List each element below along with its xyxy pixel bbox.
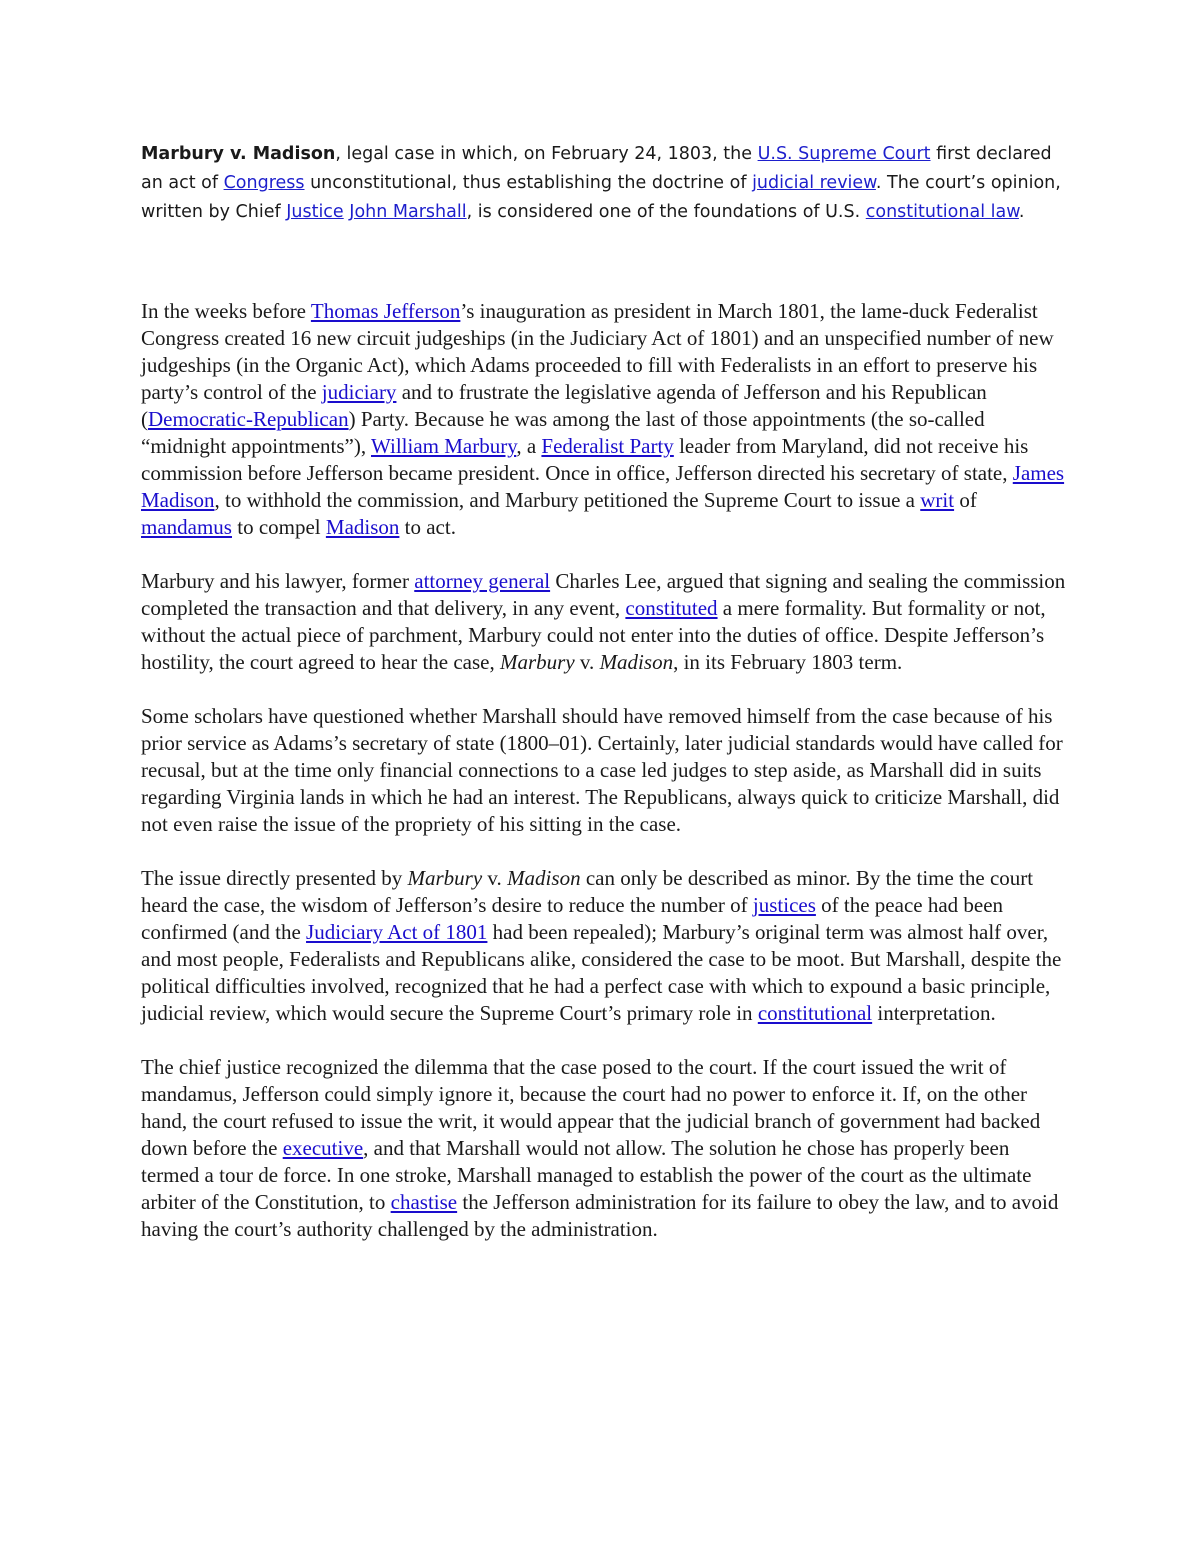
text-run: ) Party. Because he was among the last of those appointments (the so-called “midnight appointments”), bbox=[141, 407, 985, 458]
text-run: leader from Maryland, did not receive his commission before Jefferson became president. Once in office, Jefferson directed his secretary of state, bbox=[141, 434, 1029, 485]
case-name-italic: Madison bbox=[599, 650, 674, 674]
article-body bbox=[141, 298, 1071, 1270]
text-run: Marbury and his lawyer, former bbox=[141, 569, 415, 593]
link-constitutional-law[interactable]: constitutional law bbox=[865, 202, 1019, 222]
text-run: unconstitutional, thus establishing the doctrine of bbox=[304, 173, 753, 193]
text-run: and to frustrate the legislative agenda of Jefferson and his Republican ( bbox=[141, 380, 987, 431]
text-run: The issue directly presented by bbox=[141, 866, 408, 890]
text-run: , a bbox=[516, 434, 542, 458]
case-name-italic: Marbury bbox=[500, 650, 575, 674]
link-justice[interactable]: Justice bbox=[286, 202, 344, 222]
text-run: the Jefferson administration for its failure to obey the law, and to avoid having the court’s authority challenged by the administration. bbox=[141, 1190, 1059, 1241]
text-run: of bbox=[954, 488, 977, 512]
text-run: to compel bbox=[231, 515, 326, 539]
link-judiciary[interactable]: judiciary bbox=[321, 380, 397, 404]
text-run: . bbox=[1018, 202, 1025, 222]
link-william-marbury[interactable]: William Marbury bbox=[371, 434, 517, 458]
paragraph-3 bbox=[141, 703, 1071, 838]
text-run: . The court’s opinion, written by Chief bbox=[141, 173, 1061, 222]
link-congress[interactable]: Congress bbox=[223, 173, 305, 193]
text-run: , legal case in which, on February 24, 1803, the bbox=[335, 144, 758, 164]
text-run: ’s inauguration as president in March 1801, the lame-duck Federalist Congress created 16 new circuit judgeships (in the Judiciary Act of 1801) and an unspecified number of new judgeships (in the Organic Act), which Adams proceeded to fill with Federalists in an effort to preserve his party’s control of the bbox=[141, 299, 1054, 404]
link-democratic-republican[interactable]: Democratic-Republican bbox=[148, 407, 349, 431]
link-chastise[interactable]: chastise bbox=[390, 1190, 458, 1214]
text-run: had been repealed); Marbury’s original term was almost half over, and most people, Federalists and Republicans alike, considered the case to be moot. But Marshall, despite the political difficulties involved, recognized that he had a perfect case with which to expound a basic principle, judicial review, which would secure the Supreme Court’s primary role in bbox=[141, 920, 1062, 1025]
paragraph-1 bbox=[141, 298, 1071, 541]
link-constituted[interactable]: constituted bbox=[625, 596, 718, 620]
link-judicial-review[interactable]: judicial review bbox=[752, 173, 876, 193]
text-run: v. bbox=[482, 866, 508, 890]
text-run: , and that Marshall would not allow. The solution he chose has properly been termed a tour de force. In one stroke, Marshall managed to establish the power of the court as the ultimate arbiter of the Constitution, to bbox=[141, 1136, 1032, 1214]
link-madison[interactable]: Madison bbox=[325, 515, 400, 539]
text-run: In the weeks before bbox=[141, 299, 311, 323]
text-run: , to withhold the commission, and Marbury petitioned the Supreme Court to issue a bbox=[214, 488, 921, 512]
text-run: , is considered one of the foundations of U.S. bbox=[466, 202, 866, 222]
text-run: The chief justice recognized the dilemma that the case posed to the court. If the court issued the writ of mandamus, Jefferson could simply ignore it, because the court had no power to enforce it. If, on the other hand, the court refused to issue the writ, it would appear that the judicial branch of government had backed down before the bbox=[141, 1055, 1041, 1160]
text-run: interpretation. bbox=[872, 1001, 996, 1025]
link-us-supreme-court[interactable]: U.S. Supreme Court bbox=[757, 144, 931, 164]
text-run: to act. bbox=[399, 515, 456, 539]
link-mandamus[interactable]: mandamus bbox=[141, 515, 232, 539]
link-judiciary-act-1801[interactable]: Judiciary Act of 1801 bbox=[306, 920, 488, 944]
text-run: , in its February 1803 term. bbox=[673, 650, 903, 674]
link-attorney-general[interactable]: attorney general bbox=[414, 569, 551, 593]
paragraph-5 bbox=[141, 1054, 1071, 1243]
article-title: Marbury v. Madison bbox=[141, 144, 336, 164]
case-name-italic: Marbury bbox=[407, 866, 483, 890]
text-run: Some scholars have questioned whether Marshall should have removed himself from the case because of his prior service as Adams’s secretary of state (1800–01). Certainly, later judicial standards would have called for recusal, but at the time only financial connections to a case led judges to step aside, as Marshall did in suits regarding Virginia lands in which he had an interest. The Republicans, always quick to criticize Marshall, did not even raise the issue of the propriety of his sitting in the case. bbox=[141, 704, 1063, 836]
text-run: first declared an act of bbox=[141, 144, 1052, 193]
link-john-marshall[interactable]: John Marshall bbox=[349, 202, 467, 222]
text-run: Charles Lee, argued that signing and sealing the commission completed the transaction and that delivery, in any event, bbox=[141, 569, 1066, 620]
text-run: can only be described as minor. By the time the court heard the case, the wisdom of Jefferson’s desire to reduce the number of bbox=[141, 866, 1034, 917]
link-writ[interactable]: writ bbox=[920, 488, 955, 512]
intro-paragraph bbox=[141, 140, 1071, 227]
link-thomas-jefferson[interactable]: Thomas Jefferson bbox=[310, 299, 461, 323]
text-run: v. bbox=[574, 650, 600, 674]
case-name-italic: Madison bbox=[507, 866, 581, 890]
link-executive[interactable]: executive bbox=[282, 1136, 364, 1160]
link-james-madison[interactable]: James Madison bbox=[141, 461, 1065, 512]
text-run: a mere formality. But formality or not, without the actual piece of parchment, Marbury could not enter into the duties of office. Despite Jefferson’s hostility, the court agreed to hear the case, bbox=[141, 596, 1046, 674]
link-constitutional[interactable]: constitutional bbox=[757, 1001, 873, 1025]
paragraph-2 bbox=[141, 568, 1071, 676]
link-federalist-party[interactable]: Federalist Party bbox=[541, 434, 674, 458]
text-run: of the peace had been confirmed (and the bbox=[141, 893, 1004, 944]
link-justices[interactable]: justices bbox=[752, 893, 816, 917]
paragraph-4 bbox=[141, 865, 1071, 1027]
